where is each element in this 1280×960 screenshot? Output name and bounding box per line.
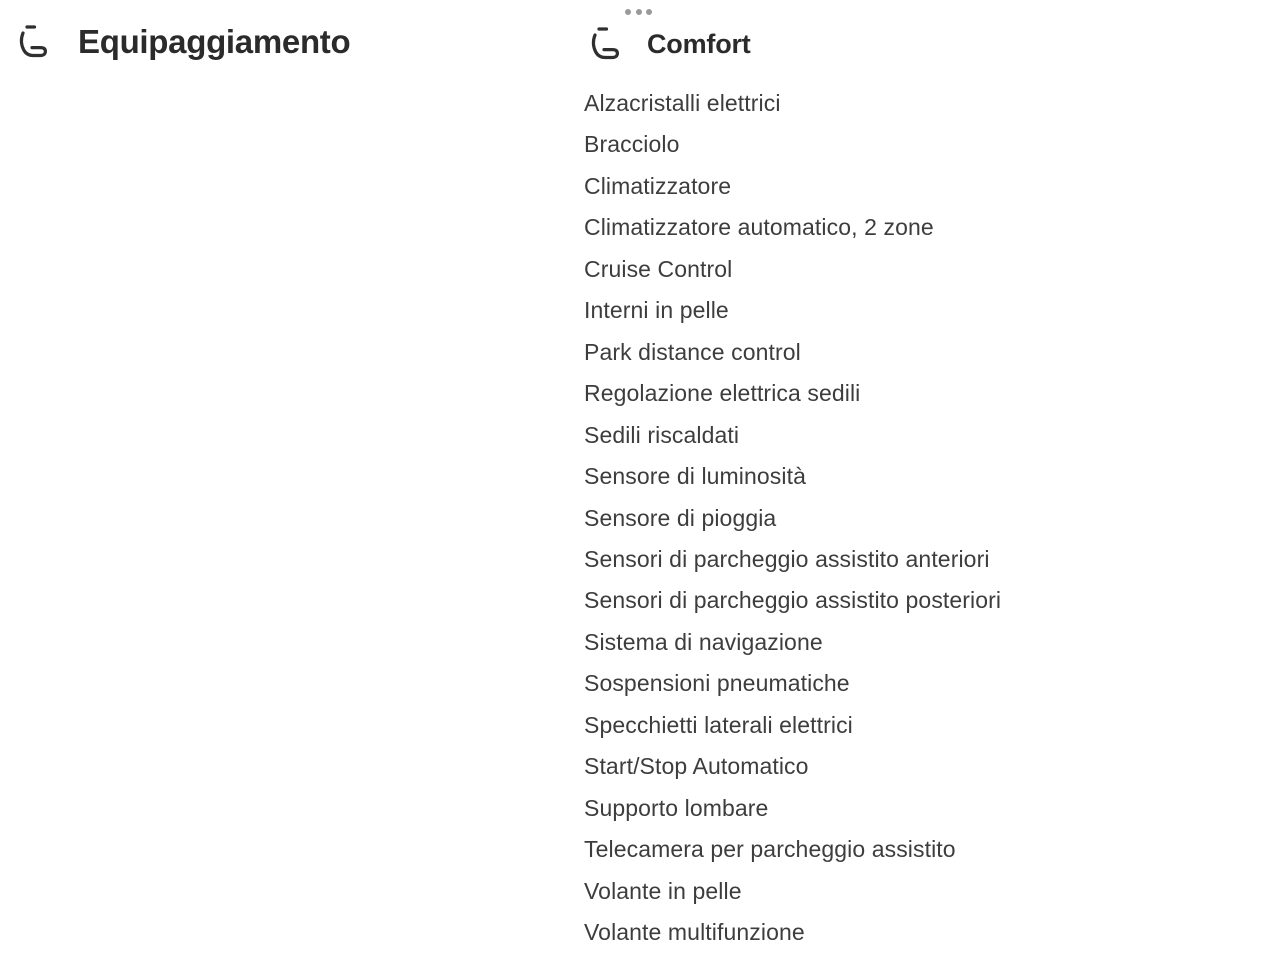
feature-item: Start/Stop Automatico — [584, 753, 809, 780]
feature-item: Supporto lombare — [584, 794, 769, 821]
feature-item: Bracciolo — [584, 131, 680, 158]
car-seat-icon — [14, 22, 48, 62]
feature-item: Volante in pelle — [584, 877, 742, 904]
three-dots-ellipsis-icon — [625, 9, 652, 15]
feature-item: Sedili riscaldati — [584, 421, 740, 448]
feature-item: Cruise Control — [584, 255, 733, 282]
feature-item: Climatizzatore automatico, 2 zone — [584, 214, 934, 241]
comfort-feature-list — [584, 83, 1001, 954]
feature-item: Volante multifunzione — [584, 919, 805, 946]
feature-item: Sensore di pioggia — [584, 504, 777, 531]
feature-item: Sistema di navigazione — [584, 628, 823, 655]
ellipsis-dot — [636, 9, 642, 15]
feature-item: Climatizzatore — [584, 172, 732, 199]
feature-item: Sospensioni pneumatiche — [584, 670, 850, 697]
comfort-section-header — [586, 24, 751, 64]
feature-item: Regolazione elettrica sedili — [584, 380, 861, 407]
section-title: Equipaggiamento — [78, 23, 351, 60]
feature-item: Sensori di parcheggio assistito anteriori — [584, 545, 990, 572]
feature-item: Specchietti laterali elettrici — [584, 711, 853, 738]
feature-item: Interni in pelle — [584, 297, 729, 324]
feature-item: Sensori di parcheggio assistito posteriori — [584, 587, 1002, 614]
ellipsis-dot — [625, 9, 631, 15]
feature-item: Telecamera per parcheggio assistito — [584, 836, 956, 863]
car-seat-icon — [586, 24, 620, 64]
feature-item: Alzacristalli elettrici — [584, 90, 781, 116]
feature-item: Sensore di luminosità — [584, 463, 806, 490]
ellipsis-dot — [646, 9, 652, 15]
equipment-section-header — [14, 22, 350, 62]
feature-item: Park distance control — [584, 338, 801, 365]
subsection-title: Comfort — [647, 29, 751, 59]
